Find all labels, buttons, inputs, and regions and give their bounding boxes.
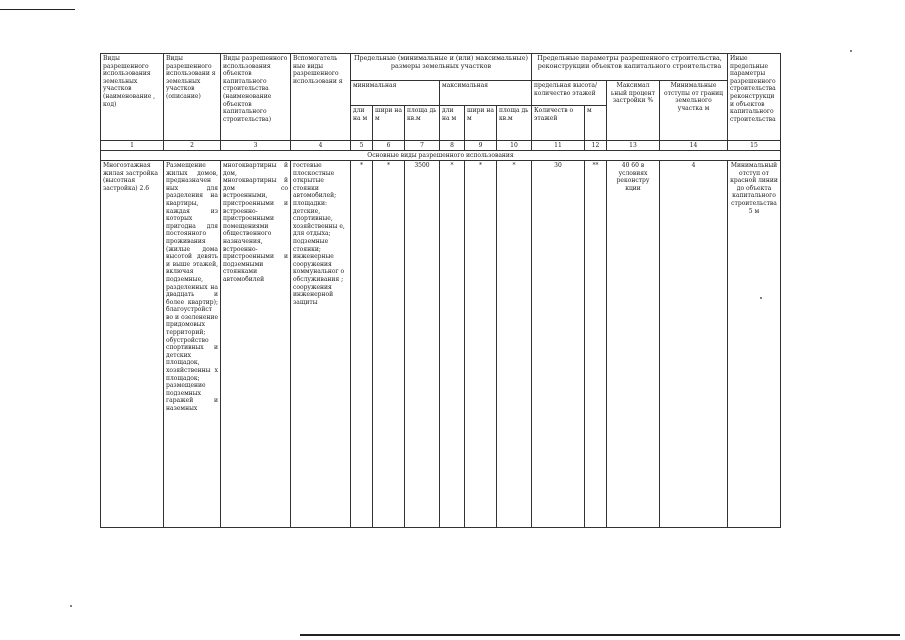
header-max-area: площа дь кв.м xyxy=(497,106,532,141)
scan-artifact-top xyxy=(0,9,75,10)
col-number: 15 xyxy=(728,141,781,151)
section-title: Основные виды разрешенного использования xyxy=(101,151,781,161)
cell-floors: 30 xyxy=(532,161,585,528)
col-number: 5 xyxy=(351,141,373,151)
cell-auxiliary-uses: гостевые плоскостные открытые стоянки автомобилей; площадки: детские, спортивные, хозяйственны е, для отдыха; подземные стоянки; инженерные сооружения коммунальног о обслуживания ; сооружения инженерной защиты xyxy=(291,161,351,528)
header-floors: Количеств о этажей xyxy=(532,106,585,141)
col-number: 2 xyxy=(164,141,221,151)
col-number: 3 xyxy=(221,141,291,151)
header-col-2: Виды разрешенного использовани я земельных участков (описание) xyxy=(164,54,221,141)
col-number: 12 xyxy=(585,141,607,151)
header-build-params: Предельные параметры разрешенного строительства, реконструкции объектов капитального строительства xyxy=(532,54,728,81)
cell-min-setback: 4 xyxy=(660,161,728,528)
col-number: 1 xyxy=(101,141,164,151)
scan-artifact-bottom xyxy=(300,634,900,636)
cell-min-width: * xyxy=(373,161,405,528)
col-number: 6 xyxy=(373,141,405,151)
cell-max-build-percent: 40 60 в условиях реконстру кции xyxy=(607,161,660,528)
cell-object-types: многоквартирны й дом, многоквартирны й дом со встроенными, пристроенными и встроенно-пристроенными помещениями общественного назначения, встроенно-пристроенными и подземными стоянками автомобилей xyxy=(221,161,291,528)
header-min-setback: Минимальные отступы от границ земельного участка м xyxy=(660,81,728,141)
cell-other-params: Минимальный отступ от красной линии до объекта капитального строительства 5 м xyxy=(728,161,781,528)
header-col-1: Виды разрешенного использования земельных участков (наименование , код) xyxy=(101,54,164,141)
header-min-width: шири на м xyxy=(373,106,405,141)
cell-use-name: Многоэтажная жилая застройка (высотная застройка) 2.6 xyxy=(101,161,164,528)
zoning-table xyxy=(100,53,781,528)
cell-height-m: ** xyxy=(585,161,607,528)
cell-min-area: 3500 xyxy=(405,161,440,528)
header-height: предельная высота/количество этажей xyxy=(532,81,607,106)
column-number-row xyxy=(101,141,781,151)
header-max-width: шири на м xyxy=(465,106,497,141)
header-min-length: дли на м xyxy=(351,106,373,141)
header-max-length: дли на м xyxy=(440,106,465,141)
col-number: 4 xyxy=(291,141,351,151)
header-meters: м xyxy=(585,106,607,141)
table-row xyxy=(101,161,781,528)
header-row-1 xyxy=(101,54,781,81)
col-number: 13 xyxy=(607,141,660,151)
col-number: 8 xyxy=(440,141,465,151)
header-maximum: максимальная xyxy=(440,81,532,106)
header-max-build: Максимал ьный процент застройки % xyxy=(607,81,660,141)
cell-max-area: * xyxy=(497,161,532,528)
section-row xyxy=(101,151,781,161)
cell-max-length: * xyxy=(440,161,465,528)
header-plot-sizes: Предельные (минимальные и (или) максимальные) размеры земельных участков xyxy=(351,54,532,81)
scan-dot xyxy=(70,605,72,607)
scan-dot xyxy=(850,50,852,52)
cell-max-width: * xyxy=(465,161,497,528)
col-number: 9 xyxy=(465,141,497,151)
header-col-3: Виды разрешенного использования объектов капитального строительства (наименование объектов капитального строительства) xyxy=(221,54,291,141)
header-minimum: минимальная xyxy=(351,81,440,106)
cell-min-length: * xyxy=(351,161,373,528)
col-number: 11 xyxy=(532,141,585,151)
header-col-4: Вспомогатель ные виды разрешенного использовани я xyxy=(291,54,351,141)
col-number: 7 xyxy=(405,141,440,151)
header-min-area: площа дь кв.м xyxy=(405,106,440,141)
col-number: 10 xyxy=(497,141,532,151)
col-number: 14 xyxy=(660,141,728,151)
header-other-params: Иные предельные параметры разрешенного строительства реконструкци и объектов капитального строительства xyxy=(728,54,781,141)
cell-use-description: Размещение жилых домов, предназначен ных для разделения на квартиры, каждая из которых пригодна для постоянного проживания (жилые дома высотой девять и выше этажей, включая подземные, разделенных на двадцать и более квартир); благоустройст во и озеленение придомовых территорий; обустройство спортивных и детских площадок, хозяйственны х площадок; размещение подземных гаражей и наземных xyxy=(164,161,221,528)
